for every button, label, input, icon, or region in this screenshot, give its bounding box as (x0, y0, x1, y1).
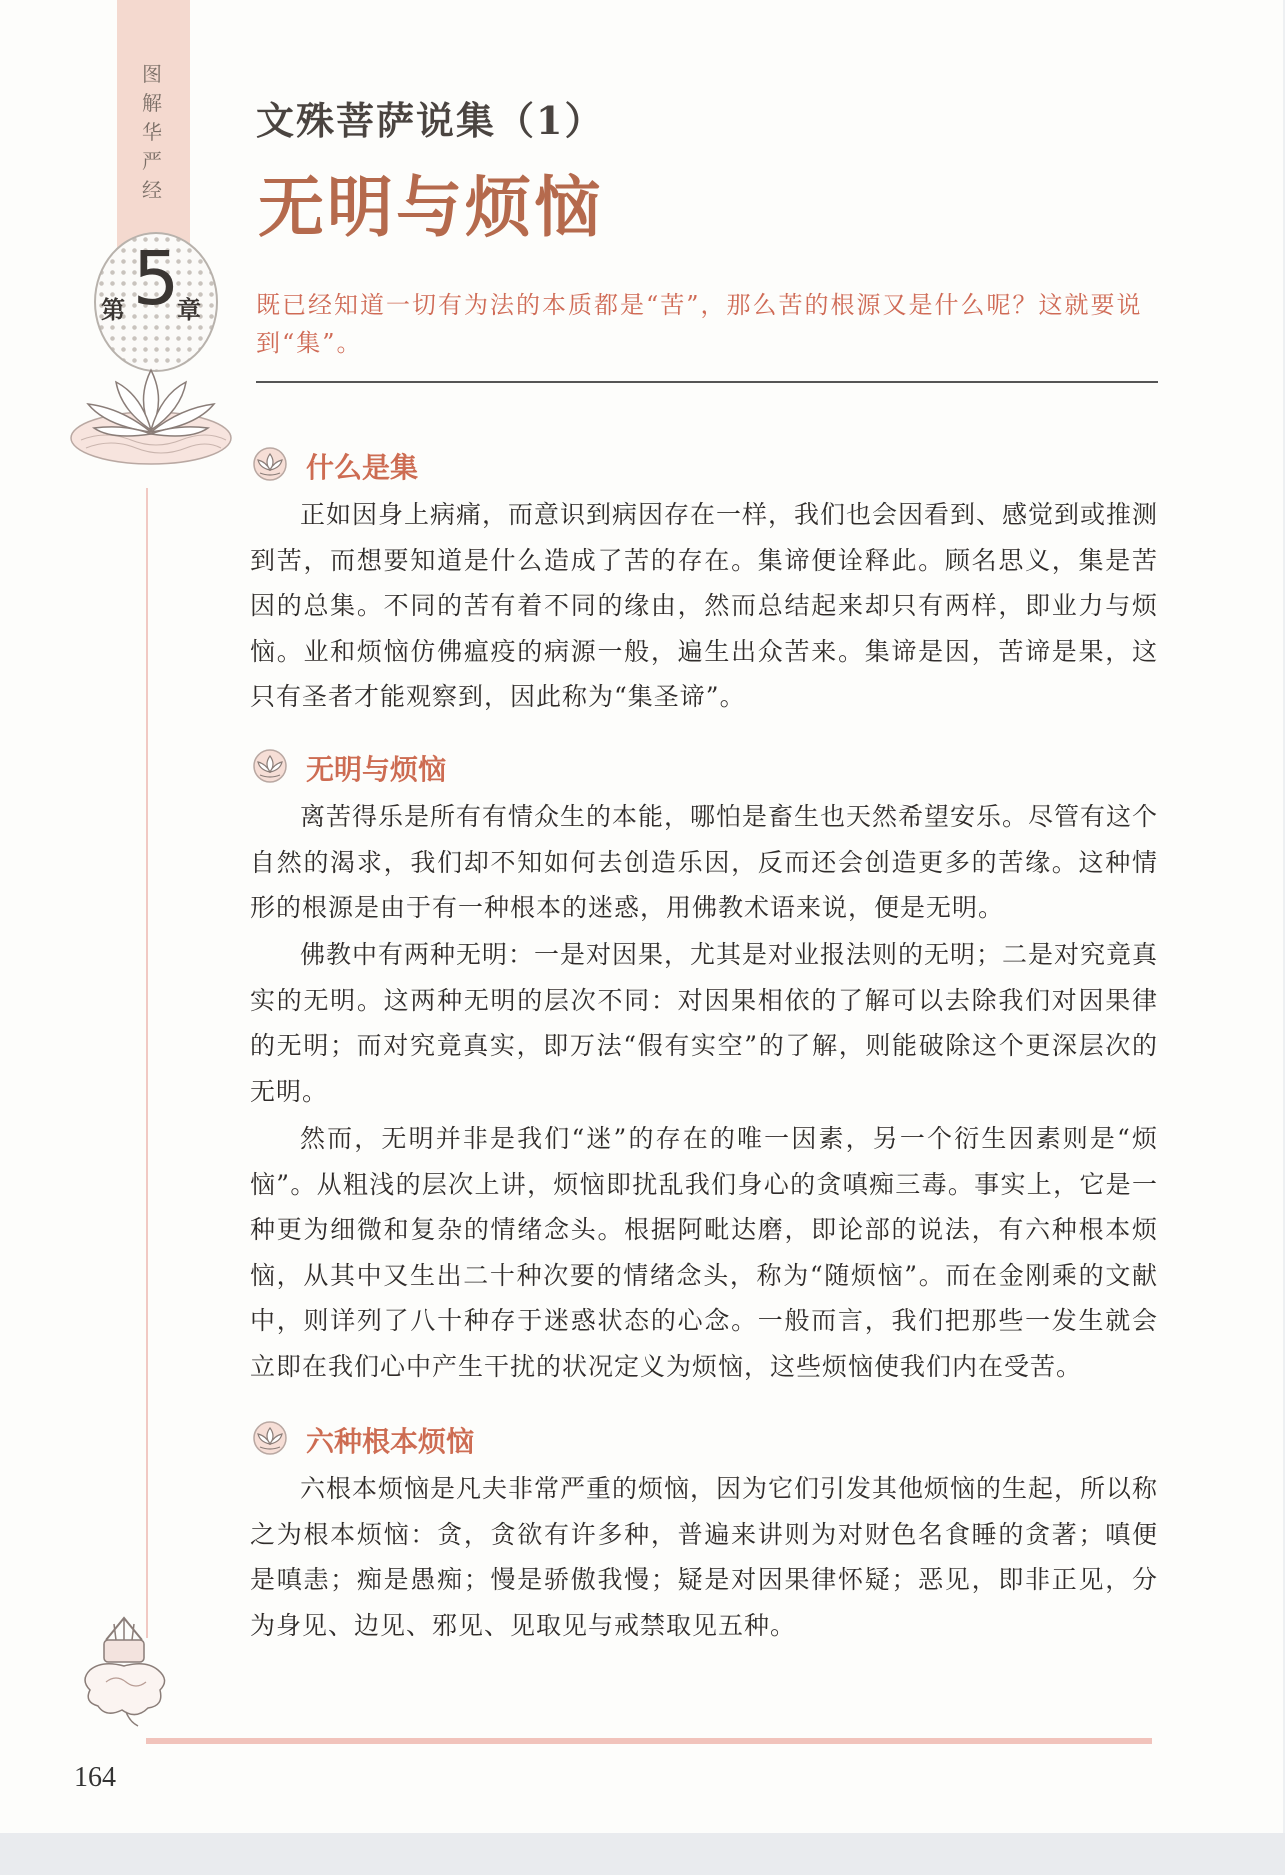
section-title: 无明与烦恼 (306, 753, 447, 786)
page-title: 无明与烦恼 (258, 168, 603, 246)
paragraph: 六根本烦恼是凡夫非常严重的烦恼，因为它们引发其他烦恼的生起，所以称之为根本烦恼：贪，贪欲有许多种，普遍来讲则为对财色名食睡的贪著；嗔便是嗔恚；痴是愚痴；慢是骄傲我慢；疑是对因果律怀疑；恶见，即非正见，分为身见、边见、邪见、见取见与戒禁取见五种。 (250, 1474, 1159, 1640)
header-divider (256, 381, 1158, 383)
chapter-number: 5 (132, 236, 180, 322)
intro-text: 既已经知道一切有为法的本质都是“苦”，那么苦的根源又是什么呢？这就要说到“集”。 (256, 291, 1143, 357)
lotus-bullet-icon (252, 1420, 288, 1456)
lotus-bullet-icon (252, 748, 288, 784)
paragraph: 离苦得乐是所有有情众生的本能，哪怕是畜生也天然希望安乐。尽管有这个自然的渴求，我们却不知如何去创造乐因，反而还会创造更多的苦缘。这种情形的根源是由于有一种根本的迷惑，用佛教术语来说，便是无明。 (250, 802, 1159, 923)
series-title: 图解华严经 (142, 62, 162, 202)
footer-rule (146, 1738, 1152, 1744)
paragraph: 正如因身上病痛，而意识到病因存在一样，我们也会因看到、感觉到或推测到苦，而想要知道是什么造成了苦的存在。集谛便诠释此。顾名思义，集是苦因的总集。不同的苦有着不同的缘由，然而总结起来却只有两样，即业力与烦恼。业和烦恼仿佛瘟疫的病源一般，遍生出众苦来。集谛是因，苦谛是果，这只有圣者才能观察到，因此称为“集圣谛”。 (250, 500, 1159, 712)
chapter-subtitle: 文殊菩萨说集（1） (256, 98, 605, 143)
paragraph: 佛教中有两种无明：一是对因果，尤其是对业报法则的无明；二是对究竟真实的无明。这两种无明的层次不同：对因果相依的了解可以去除我们对因果律的无明；而对究竟真实，即万法“假有实空”的了解，则能破除这个更深层次的无明。 (250, 940, 1159, 1106)
cloud-emblem-icon (76, 1610, 172, 1730)
page-number: 164 (74, 1762, 116, 1793)
lotus-bullet-icon (252, 446, 288, 482)
chapter-suffix: 章 (177, 296, 201, 324)
section-title: 什么是集 (306, 451, 419, 484)
scan-margin (0, 1833, 1285, 1875)
lotus-icon (66, 360, 236, 470)
paragraph: 然而，无明并非是我们“迷”的存在的唯一因素，另一个衍生因素则是“烦恼”。从粗浅的层次上讲，烦恼即扰乱我们身心的贪嗔痴三毒。事实上，它是一种更为细微和复杂的情绪念头。根据阿毗达磨，即论部的说法，有六种根本烦恼，从其中又生出二十种次要的情绪念头，称为“随烦恼”。而在金刚乘的文献中，则详列了八十种存于迷惑状态的心念。一般而言，我们把那些一发生就会立即在我们心中产生干扰的状况定义为烦恼，这些烦恼使我们内在受苦。 (250, 1124, 1158, 1381)
chapter-prefix: 第 (101, 296, 125, 324)
section-title: 六种根本烦恼 (306, 1425, 475, 1458)
margin-line (146, 488, 148, 1638)
